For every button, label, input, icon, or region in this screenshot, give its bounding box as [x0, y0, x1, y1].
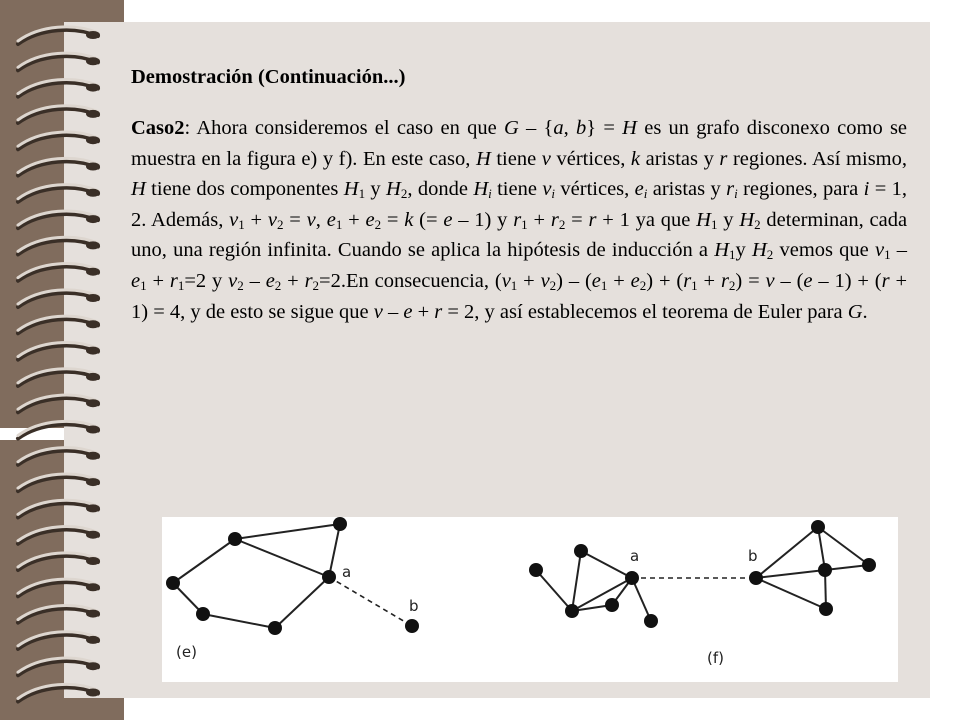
spiral-ring-icon: [18, 158, 100, 175]
subscript: 1: [140, 277, 147, 293]
spiral-ring-icon: [18, 500, 100, 517]
subscript: 1: [238, 216, 245, 232]
body-text-run: determinan, cada uno, una región infinita. Cuando se aplica la hipótesis de inducción a: [131, 208, 908, 262]
spiral-ring-icon: [18, 79, 100, 96]
math-symbol: v: [874, 239, 885, 262]
spiral-ring-icon: [18, 579, 100, 596]
subscript: 1: [521, 216, 528, 232]
math-symbol: v: [501, 269, 511, 292]
math-symbol: v: [306, 208, 316, 231]
body-text-run: y: [365, 178, 387, 201]
body-text-run: regiones, para: [737, 178, 864, 201]
math-symbol: e: [591, 269, 601, 292]
subscript: 1: [510, 277, 518, 293]
math-symbol: H: [386, 178, 401, 201]
spiral-ring-icon: [18, 316, 100, 333]
subscript: 2: [728, 277, 736, 293]
math-symbol: r: [881, 269, 890, 292]
math-symbol: H: [622, 117, 637, 139]
subscript: 1: [729, 247, 736, 263]
graph-figure-panel: [162, 517, 898, 682]
math-symbol: r: [434, 300, 443, 323]
body-text-run: – {: [518, 117, 554, 139]
graph-f-vertex-a-label: a: [630, 547, 640, 565]
body-text-run: – (: [774, 269, 804, 292]
graph-figures: [162, 517, 898, 682]
math-symbol: v: [765, 269, 775, 292]
subscript: 2: [237, 277, 244, 293]
math-symbol: H: [714, 239, 730, 262]
spiral-ring-icon: [18, 369, 100, 386]
math-symbol: e: [630, 269, 640, 292]
math-symbol: H: [343, 178, 359, 201]
math-symbol: i: [643, 186, 648, 202]
body-text-run: es un grafo disconexo como se muestra en la figura e) y f). En este caso,: [131, 117, 908, 170]
spiral-ring-icon: [18, 553, 100, 570]
math-symbol: H: [739, 208, 755, 231]
body-text-run: regiones. Así mismo,: [727, 147, 907, 170]
graph-e-vertices: [166, 517, 419, 635]
math-symbol: i: [488, 186, 492, 202]
body-text-run: vemos que: [773, 239, 875, 262]
graph-f-vertex-b-label: b: [748, 547, 758, 565]
subscript: 2: [374, 216, 382, 232]
subscript: 1: [710, 216, 718, 232]
math-symbol: b: [576, 117, 587, 139]
math-symbol: H: [751, 239, 767, 262]
subscript: 1: [358, 186, 366, 202]
spiral-ring-icon: [18, 264, 100, 281]
spiral-ring-icon: [18, 421, 100, 438]
math-symbol: e: [326, 208, 336, 231]
spiral-ring-icon: [18, 27, 100, 44]
body-text-run: –: [382, 300, 404, 323]
case-label: Caso2: [131, 117, 185, 139]
math-symbol: k: [404, 208, 414, 231]
body-text-run: y: [717, 208, 740, 231]
body-text-run: = 1, 2. Además,: [131, 178, 908, 231]
body-text-run: +: [412, 300, 435, 323]
math-symbol: r: [513, 208, 522, 231]
body-text-run: ) =: [735, 269, 766, 292]
subscript: 2: [754, 216, 761, 232]
math-symbol: H: [696, 208, 711, 231]
graph-e-caption: (e): [176, 643, 197, 661]
subscript: 2: [549, 277, 557, 293]
spiral-ring-icon: [18, 395, 100, 412]
body-text-run: aristas y: [640, 147, 720, 170]
body-text-run: – 1) y: [452, 208, 514, 231]
body-text-run: +: [527, 208, 551, 231]
math-symbol: G: [847, 300, 863, 323]
body-text-run: +: [342, 208, 366, 231]
subscript: 1: [691, 277, 698, 293]
math-symbol: e: [365, 208, 375, 231]
body-text-run: +: [146, 269, 170, 292]
math-symbol: e: [803, 269, 813, 292]
math-symbol: e: [443, 208, 453, 231]
subscript: 2: [274, 277, 282, 293]
math-symbol: r: [719, 147, 728, 170]
math-symbol: r: [683, 269, 692, 292]
slide-body: [131, 113, 907, 327]
body-text-run: – 1) + (: [812, 269, 882, 292]
math-symbol: e: [131, 269, 141, 292]
body-text-run: =: [565, 208, 589, 231]
math-symbol: r: [169, 269, 178, 292]
body-text-run: =: [381, 208, 405, 231]
body-text-run: .: [862, 300, 868, 323]
body-text-run: +: [244, 208, 268, 231]
spiral-ring-icon: [18, 211, 100, 228]
subscript: 2: [639, 277, 647, 293]
spiral-ring-icon: [18, 527, 100, 544]
spiral-ring-icon: [18, 632, 100, 649]
spiral-ring-icon: [18, 658, 100, 675]
math-symbol: v: [373, 300, 383, 323]
body-text-run: (=: [413, 208, 444, 231]
spiral-ring-icon: [18, 132, 100, 149]
slide-title: Demostración (Continuación...): [131, 66, 406, 88]
math-symbol: v: [540, 269, 550, 292]
math-symbol: H: [473, 178, 489, 201]
math-symbol: i: [734, 186, 738, 202]
body-text-run: ,: [563, 117, 576, 139]
math-symbol: k: [630, 147, 641, 170]
body-text-run: + 1 ya que: [596, 208, 697, 231]
math-symbol: a: [553, 117, 564, 139]
body-text-run: –: [890, 239, 908, 262]
spiral-ring-icon: [18, 684, 100, 701]
math-symbol: r: [304, 269, 313, 292]
graph-f-vertices: [529, 520, 876, 628]
math-symbol: r: [726, 178, 735, 201]
math-symbol: i: [551, 186, 556, 202]
subscript: 1: [600, 277, 608, 293]
spiral-ring-icon: [18, 290, 100, 307]
body-text-run: tiene dos componentes: [145, 178, 344, 201]
math-symbol: G: [503, 117, 519, 139]
body-text-run: tiene: [490, 147, 542, 170]
body-text-run: tiene: [491, 178, 543, 201]
math-symbol: v: [229, 208, 239, 231]
subscript: 2: [277, 216, 284, 232]
graph-e-vertex-a-label: a: [342, 563, 352, 581]
subscript: 1: [884, 247, 891, 263]
body-text-run: ,: [315, 208, 327, 231]
body-text-run: +: [607, 269, 631, 292]
math-symbol: v: [541, 147, 551, 170]
body-text-run: +: [281, 269, 305, 292]
math-symbol: v: [267, 208, 278, 231]
math-symbol: H: [475, 147, 491, 170]
graph-f-edges: [536, 527, 869, 621]
subscript: 1: [335, 216, 343, 232]
math-symbol: r: [550, 208, 559, 231]
graph-e-vertex-b-label: b: [409, 597, 419, 615]
math-symbol: H: [131, 178, 146, 201]
math-symbol: r: [720, 269, 729, 292]
math-symbol: e: [403, 300, 413, 323]
subscript: 2: [312, 277, 320, 293]
body-text-run: , donde: [407, 178, 474, 201]
math-symbol: e: [634, 178, 644, 201]
spiral-ring-icon: [18, 474, 100, 491]
spiral-ring-icon: [18, 185, 100, 202]
body-text-run: –: [243, 269, 266, 292]
body-text-run: = 2, y así establecemos el teorema de Euler para: [442, 300, 848, 323]
body-text-run: } =: [586, 117, 623, 139]
spiral-ring-icon: [18, 237, 100, 254]
subscript: 1: [177, 277, 185, 293]
math-symbol: i: [863, 178, 870, 201]
spiral-ring-icon: [18, 448, 100, 465]
spiral-ring-icon: [18, 106, 100, 123]
graph-f-caption: (f): [707, 649, 724, 667]
math-symbol: e: [265, 269, 275, 292]
body-text-run: y: [735, 239, 752, 262]
body-text-run: + 1) = 4, y de esto se sigue que: [131, 269, 908, 323]
spiral-ring-icon: [18, 605, 100, 622]
spiral-ring-icon: [18, 53, 100, 70]
body-text-run: ) – (: [556, 269, 592, 292]
body-text-run: vértices,: [555, 178, 635, 201]
body-text-run: =2.En consecuencia, (: [319, 269, 502, 292]
body-text-run: =: [283, 208, 307, 231]
math-symbol: v: [228, 269, 238, 292]
math-symbol: v: [542, 178, 552, 201]
body-text-run: +: [697, 269, 721, 292]
spiral-rings: [0, 0, 124, 720]
body-text-run: vértices,: [550, 147, 631, 170]
subscript: 2: [558, 216, 566, 232]
subscript: 2: [400, 186, 408, 202]
body-text-run: ) + (: [646, 269, 684, 292]
body-text-run: aristas y: [647, 178, 727, 201]
body-text-run: =2 y: [184, 269, 229, 292]
math-symbol: r: [588, 208, 597, 231]
subscript: 2: [766, 247, 774, 263]
body-text-run: : Ahora consideremos el caso en que: [184, 117, 504, 139]
spiral-ring-icon: [18, 342, 100, 359]
body-text-run: +: [517, 269, 541, 292]
